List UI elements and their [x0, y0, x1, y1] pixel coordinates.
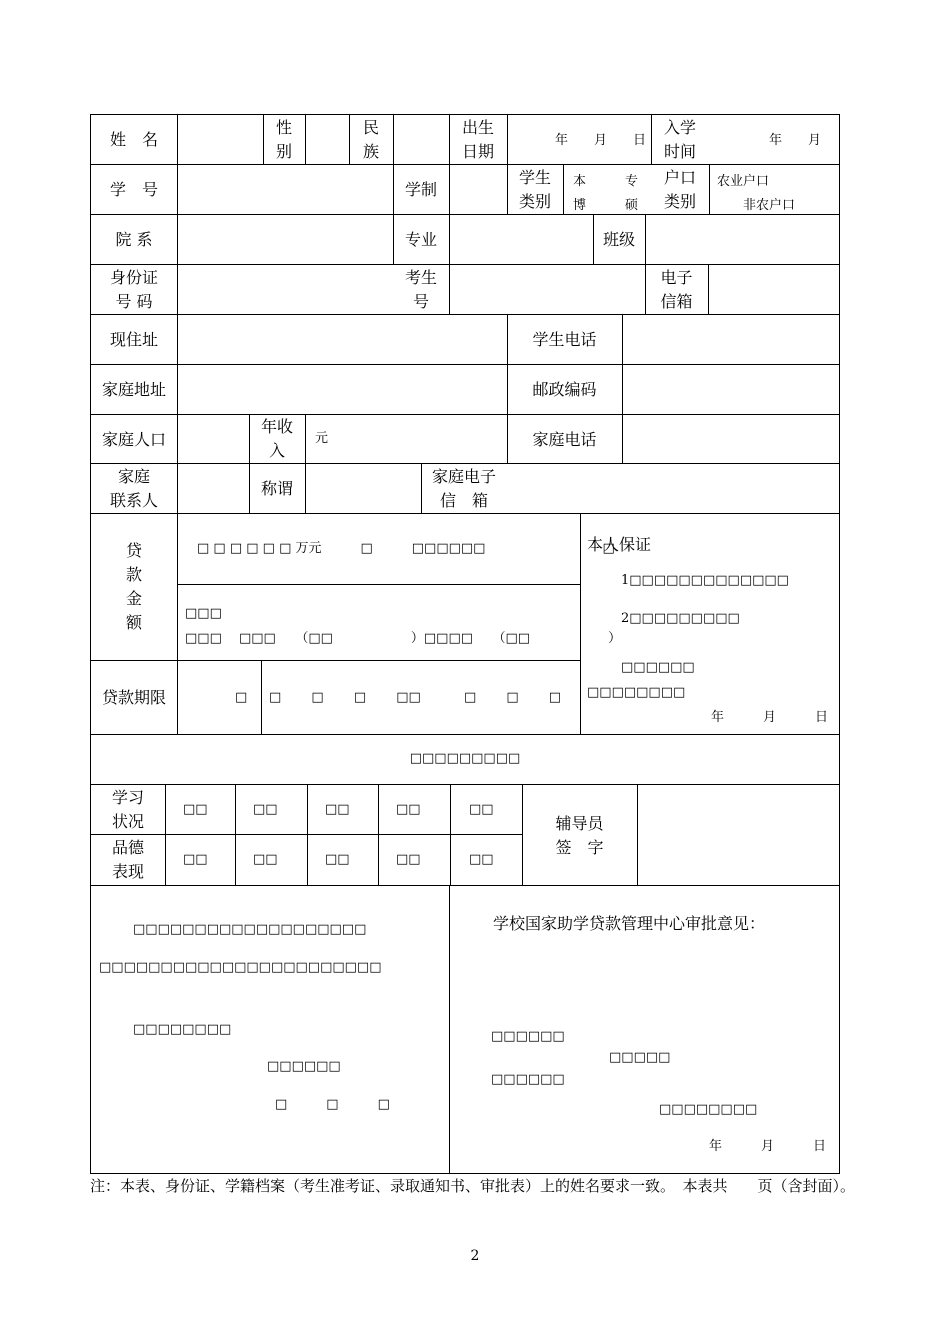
- page-number: 2: [470, 1248, 480, 1264]
- email-label: 电子 信箱: [660, 268, 693, 311]
- class-label: 班级: [602, 230, 635, 249]
- conduct-grade-option: □□: [325, 852, 350, 867]
- col-divider: [235, 784, 236, 885]
- annual-income-unit: 元: [315, 431, 329, 446]
- major-label: 专业: [404, 230, 437, 249]
- loan-term-range: □ □ □ □□ □ □ □: [269, 690, 562, 705]
- col-divider: [709, 164, 710, 214]
- col-divider: [637, 784, 638, 885]
- row-divider: [91, 314, 839, 315]
- row-divider: [91, 164, 839, 165]
- guarantee-line4: □□□□□□□□: [587, 685, 686, 700]
- row-divider: [91, 264, 839, 265]
- enroll-time-label: 入学 时间: [663, 118, 696, 161]
- id-card-label: 身份证 号 码: [109, 268, 158, 311]
- school-system-label: 学制: [404, 180, 437, 199]
- row-divider: [91, 414, 839, 415]
- row-divider: [177, 584, 580, 585]
- col-divider: [450, 784, 451, 885]
- name-label: 姓 名: [109, 130, 158, 149]
- center-approval-line2: □□□□□: [609, 1050, 671, 1065]
- loan-amount-label: 贷 款 金 额: [125, 541, 142, 632]
- row-divider: [91, 463, 839, 464]
- row-divider: [91, 513, 839, 514]
- center-approval-line3: □□□□□□: [491, 1072, 565, 1087]
- home-address-label: 家庭地址: [101, 380, 166, 399]
- conduct-grade-option: □□: [183, 852, 208, 867]
- counselor-section-header: □□□□□□□□□: [409, 751, 521, 766]
- col-divider: [563, 164, 564, 214]
- conduct-grade-option: □□: [469, 852, 494, 867]
- loan-term-label: 贷款期限: [101, 688, 166, 707]
- col-divider: [261, 660, 262, 734]
- col-divider: [307, 784, 308, 885]
- dept-opinion-line4: □□□□□□: [267, 1059, 341, 1074]
- ethnicity-label: 民 族: [362, 118, 379, 161]
- counselor-signature-label: 辅导员 签 字: [555, 814, 604, 857]
- birth-date-label: 出生 日期: [461, 118, 494, 161]
- dept-opinion-line1: □□□□□□□□□□□□□□□□□□□: [133, 922, 367, 937]
- guarantee-title: 本人保证: [587, 535, 652, 554]
- center-approval-line1: □□□□□□: [491, 1029, 565, 1044]
- footnote: 注：本表、身份证、学籍档案（考生准考证、录取通知书、审批表）上的姓名要求一致。 本表共 页（含封面）。: [90, 1177, 856, 1195]
- dept-opinion-date: □ □ □: [275, 1097, 390, 1112]
- center-approval-line4: □□□□□□□□: [659, 1102, 758, 1117]
- dept-opinion-line2: □□□□□□□□□□□□□□□□□□□□□□□: [99, 960, 382, 975]
- col-divider: [708, 264, 709, 314]
- department-label: 院 系: [115, 230, 153, 249]
- loan-term-years: □: [235, 690, 248, 705]
- student-id-label: 学 号: [109, 180, 158, 199]
- loan-amount-line1: □ □ □ □ □ □ 万元 □ □□□□□□ □: [197, 541, 615, 556]
- family-email-label: 家庭电子 信 箱: [431, 467, 496, 510]
- col-divider: [305, 414, 306, 514]
- study-grade-option: □□: [325, 802, 350, 817]
- birth-date-value: 年 月 日: [555, 133, 647, 148]
- enroll-time-value: 年 月: [769, 133, 822, 148]
- col-divider: [378, 784, 379, 885]
- row-divider: [91, 885, 839, 886]
- student-type-label: 学生 类别: [518, 168, 551, 211]
- dept-opinion-line3: □□□□□□□□: [133, 1022, 232, 1037]
- relation-label: 称谓: [260, 479, 293, 498]
- study-grade-option: □□: [396, 802, 421, 817]
- col-divider: [165, 784, 166, 885]
- postcode-label: 邮政编码: [532, 380, 597, 399]
- col-divider: [449, 885, 450, 1173]
- study-grade-option: □□: [253, 802, 278, 817]
- row-divider: [91, 734, 839, 735]
- center-approval-title: 学校国家助学贷款管理中心审批意见：: [493, 914, 766, 933]
- guarantee-line2: 2□□□□□□□□□: [621, 611, 740, 626]
- family-size-label: 家庭人口: [101, 430, 166, 449]
- study-grade-option: □□: [469, 802, 494, 817]
- guarantee-date: 年 月 日: [711, 710, 829, 725]
- col-divider: [305, 115, 306, 164]
- col-divider: [177, 115, 178, 734]
- gender-label: 性 别: [275, 118, 292, 161]
- conduct-grade-option: □□: [396, 852, 421, 867]
- col-divider: [622, 314, 623, 463]
- student-phone-label: 学生电话: [532, 330, 597, 349]
- guarantee-line3: □□□□□□: [621, 660, 695, 675]
- student-type-options: 本 专 博 硕: [573, 174, 639, 213]
- center-approval-date: 年 月 日: [709, 1139, 827, 1154]
- family-contact-label: 家庭 联系人: [109, 467, 158, 510]
- loan-amount-line2: □□□ □□□ □□□ （□□ ）□□□□ （□□ ）: [185, 606, 622, 646]
- study-status-label: 学习 状况: [111, 788, 144, 831]
- row-divider: [91, 660, 581, 661]
- study-grade-option: □□: [183, 802, 208, 817]
- current-address-label: 现住址: [109, 330, 158, 349]
- annual-income-label: 年收 入: [260, 417, 293, 460]
- row-divider: [91, 784, 839, 785]
- home-phone-label: 家庭电话: [532, 430, 597, 449]
- conduct-label: 品德 表现: [111, 838, 144, 881]
- hukou-type-label: 户口 类别: [663, 168, 696, 211]
- hukou-type-options: 农业户口 非农户口: [717, 174, 796, 213]
- guarantee-line1: 1□□□□□□□□□□□□□: [621, 573, 789, 588]
- loan-application-form: [90, 114, 840, 1174]
- exam-number-label: 考生 号: [404, 268, 437, 311]
- conduct-grade-option: □□: [253, 852, 278, 867]
- row-divider: [91, 364, 839, 365]
